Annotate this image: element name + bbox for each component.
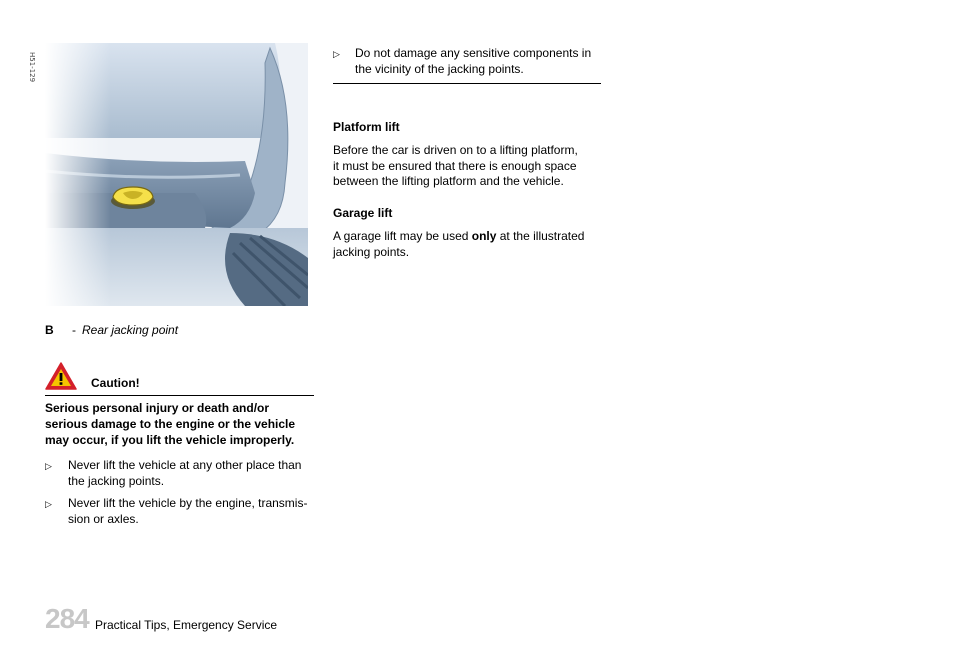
section-title: Practical Tips, Emergency Service xyxy=(95,618,278,632)
garage-lift-text-before: A garage lift may be used xyxy=(333,229,472,243)
page-number: 284 xyxy=(45,603,89,634)
figure-code: H51-129 xyxy=(28,52,36,83)
warning-triangle-icon xyxy=(45,362,77,390)
car-rear-jacking-point-illustration xyxy=(45,43,308,306)
right-bullet: Do not damage any sensitive components in the vicinity of the jacking points. xyxy=(355,46,592,76)
caution-warning-text: Serious personal injury or death and/or serious damage to the engine or the vehicle may occur, if you lift the vehicle improperly. xyxy=(45,401,296,447)
bullet-marker-icon: ▷ xyxy=(333,49,340,59)
bullet-marker-icon: ▷ xyxy=(45,461,52,471)
right-divider xyxy=(333,83,601,84)
caution-divider xyxy=(45,395,314,396)
platform-lift-heading: Platform lift xyxy=(333,120,400,134)
bullet-marker-icon: ▷ xyxy=(45,499,52,509)
garage-lift-heading: Garage lift xyxy=(333,206,393,220)
rear-jacking-point-figure xyxy=(45,43,308,306)
platform-lift-text: Before the car is driven on to a lifting platform, it must be ensured that there is enough space between the lifting platform and the vehicle. xyxy=(333,143,578,188)
caption-letter: B xyxy=(45,323,54,337)
garage-lift-text-after: at the illustrated jacking points. xyxy=(333,229,585,259)
caution-bullet-1: Never lift the vehicle at any other place than the jacking points. xyxy=(68,458,302,488)
caution-title: Caution! xyxy=(91,376,140,390)
caption-dash: - xyxy=(72,323,76,337)
caution-bullet-2: Never lift the vehicle by the engine, transmis-sion or axles. xyxy=(68,496,308,526)
caption-text: Rear jacking point xyxy=(82,323,179,337)
garage-lift-text xyxy=(333,229,588,260)
garage-lift-text-bold: only xyxy=(471,229,497,243)
